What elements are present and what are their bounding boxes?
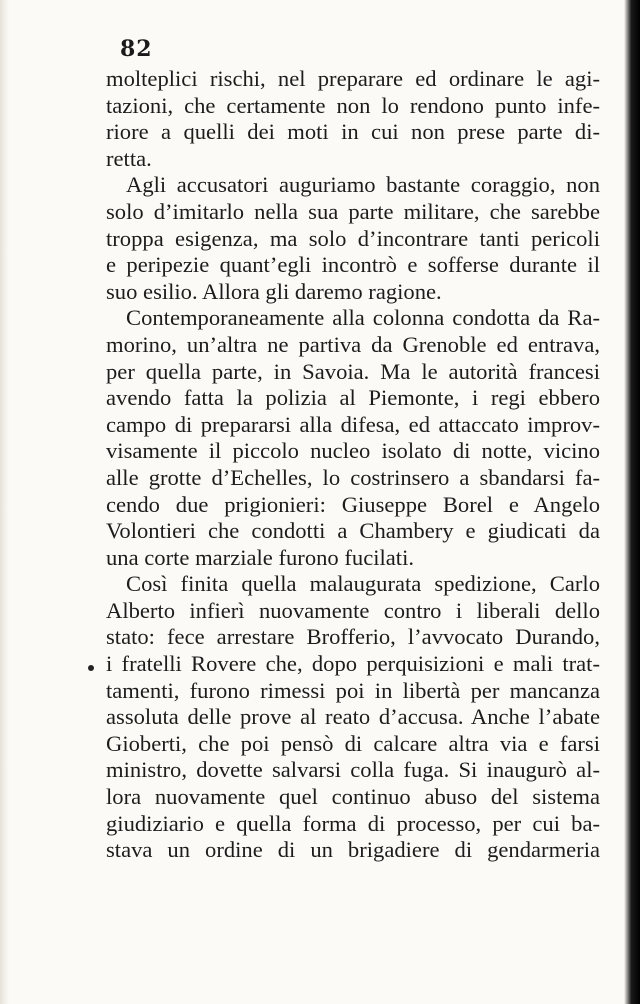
text-line: Agli accusatori auguriamo bastante coraggio, non (126, 172, 600, 198)
text-line: tamenti, furono rimessi poi in libertà per mancanza (106, 677, 600, 703)
text-line: Gioberti, che poi pensò di calcare altra via e farsi (106, 730, 600, 756)
body-text (106, 66, 600, 864)
page-left-edge (0, 0, 10, 1004)
text-line: avendo fatta la polizia al Piemonte, i regi ebbero (106, 385, 600, 411)
page-right-edge-shadow (624, 0, 640, 1004)
text-line: Alberto infierì nuovamente contro i liberali dello (106, 597, 600, 623)
paragraph-3 (106, 305, 600, 571)
text-line: giudiziario e quella forma di processo, per cui ba- (106, 810, 600, 836)
text-line: Volontieri che condotti a Chambery e giudicati da (106, 518, 600, 544)
text-line: molteplici rischi, nel preparare ed ordinare le agi- (106, 66, 600, 91)
text-line: Così finita quella malaugurata spedizione, Carlo (126, 571, 600, 597)
text-line: cendo due prigionieri: Giuseppe Borel e Angelo (106, 491, 600, 517)
text-line: campo di prepararsi alla difesa, ed attaccato improv- (106, 411, 600, 437)
text-line: assoluta delle prove al reato d’accusa. Anche l’abate (106, 704, 600, 730)
text-line: morino, un’altra ne partiva da Grenoble ed entrava, (106, 331, 600, 357)
text-line: stato: fece arrestare Brofferio, l’avvocato Durando, (106, 624, 600, 650)
ink-speck (88, 665, 94, 671)
text-line: ministro, dovette salvarsi colla fuga. Si inaugurò al- (106, 757, 600, 783)
paragraph-1 (106, 66, 600, 172)
text-line: una corte marziale furono fucilati. (106, 544, 415, 570)
text-line: troppa esigenza, ma solo d’incontrare tanti pericoli (106, 225, 600, 251)
text-line: suo esilio. Allora gli daremo ragione. (106, 278, 442, 304)
paragraph-4 (106, 571, 600, 864)
text-line: retta. (106, 145, 152, 171)
text-line: lora nuovamente quel continuo abuso del sistema (106, 784, 600, 810)
text-line: i fratelli Rovere che, dopo perquisizioni e mali trat- (106, 651, 600, 677)
text-line: per quella parte, in Savoia. Ma le autorità francesi (106, 358, 600, 384)
text-line: stava un ordine di un brigadiere di gendarmeria (106, 837, 600, 863)
text-line: visamente il piccolo nucleo isolato di notte, vicino (106, 438, 600, 464)
text-line: solo d’imitarlo nella sua parte militare, che sarebbe (106, 198, 600, 224)
page-number: 82 (120, 36, 153, 62)
text-line: tazioni, che certamente non lo rendono punto infe- (106, 92, 600, 118)
text-line: e peripezie quant’egli incontrò e sofferse durante il (106, 252, 600, 278)
paragraph-2 (106, 172, 600, 305)
text-line: alle grotte d’Echelles, lo costrinsero a sbandarsi fa- (106, 464, 600, 490)
text-line: riore a quelli dei moti in cui non prese parte di- (106, 119, 600, 145)
text-line: Contemporaneamente alla colonna condotta da Ra- (126, 305, 600, 331)
